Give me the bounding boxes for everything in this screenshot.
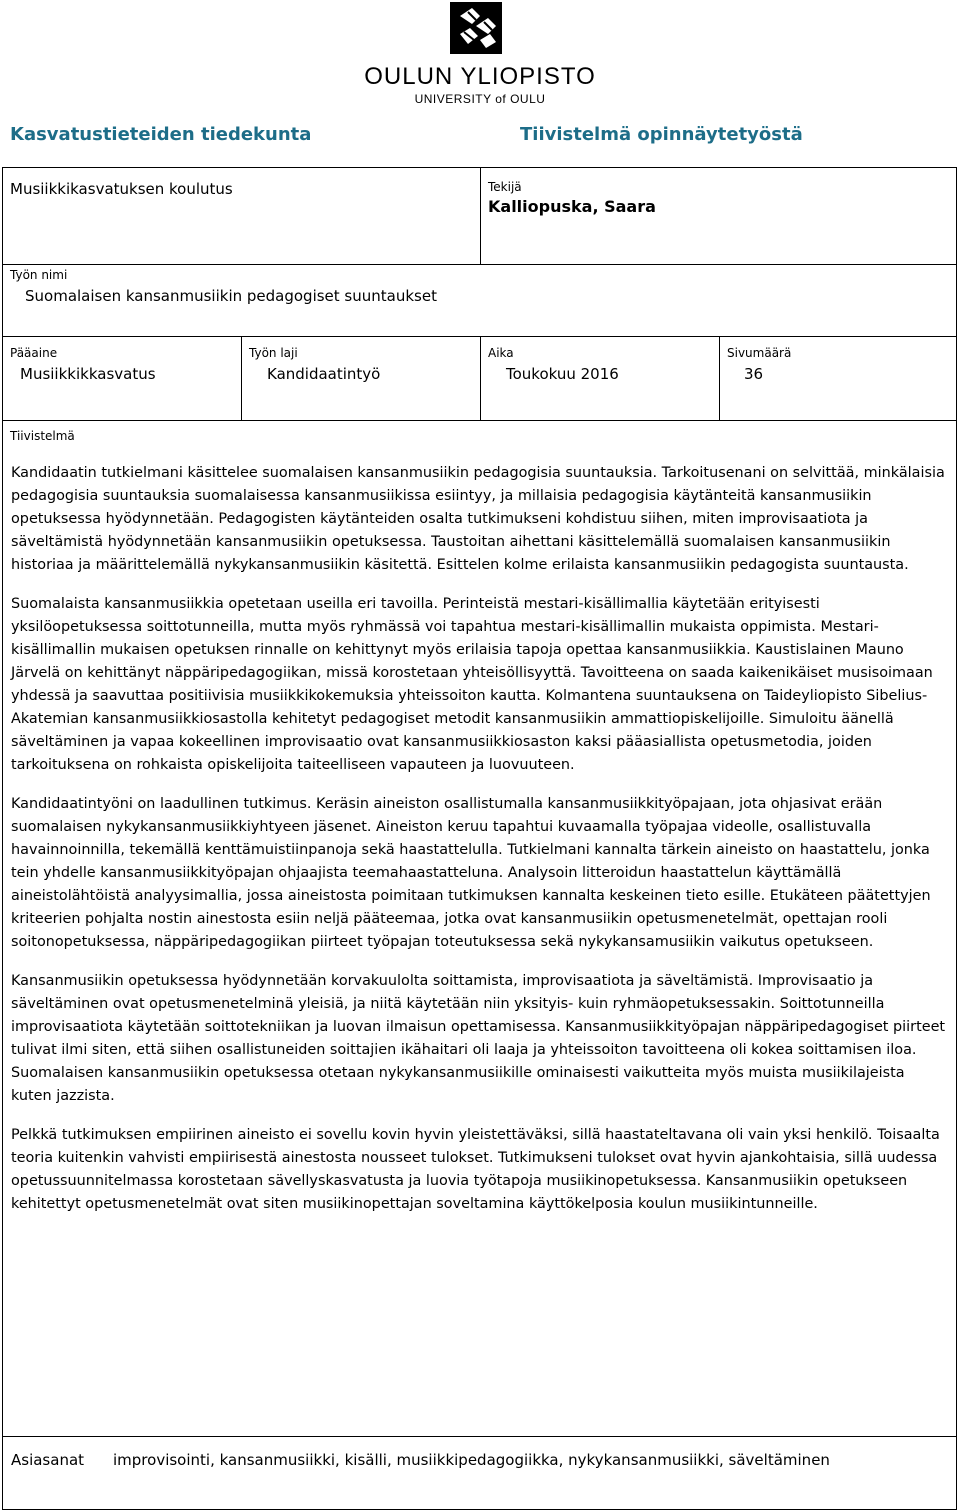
column-divider	[241, 336, 242, 420]
abstract-form	[2, 167, 957, 1510]
abstract-paragraph: Kandidaatintyöni on laadullinen tutkimus. Keräsin aineiston osallistumalla kansanmusiikkityöpajaan, jota ohjasivat erään suomalaisen nykykansanmusiikkiyhtyeen jäsenet. Aineiston keruu tapahtui kuvaamalla työpajaa videolle, osallistuvalla havainnoinnilla, tekemällä kenttämuistiinpanoja sekä haastattelulla. Tutkielmani kannalta tärkein aineisto on haastattelu, jonka tein yhdelle kansanmusiikkityöpajan ohjaajista teemahaastatteluna. Analysoin litteroidun haastattelun käyttämällä aineistolähtöistä analyysimallia, jossa aineistosta poimitaan tutkimuksen kannalta keskeinen tieto esille. Etukäteen päätettyjen kriteerien pohjalta nostin ainestosta esiin neljä pääteemaa, jotka ovat kansanmusiikin opetusmenetelmät, opettajan rooli soitonopetuksessa, näppäripedagogiikan piirteet työpajan toteutuksessa sekä nykykansamusiikin vaikutus opetukseen.	[11, 796, 931, 950]
title-value: Suomalaisen kansanmusiikin pedagogiset suuntaukset	[25, 287, 437, 305]
author-value: Kalliopuska, Saara	[488, 197, 656, 216]
document-type-heading: Tiivistelmä opinnäytetyöstä	[520, 124, 803, 145]
abstract-paragraph: Kandidaatin tutkielmani käsittelee suomalaisen kansanmusiikin pedagogisia suuntauksia. Tarkoitusenani on selvittää, minkälaisia pedagogisia suuntauksia suomalaisessa kansanmusiikissa esiintyy, ja millaisia pedagogisia käytänteitä kansanmusiikin opetuksessa hyödynnetään. Pedagogisten käytänteiden osalta tutkimukseni kohdistuu siihen, miten improvisaatiota ja säveltämistä hyödynnetään kansanmusiikin opetuksessa. Taustoitan aihettani käsittelemällä suomalaisen kansanmusiikin historiaa ja määrittelemällä nykykansanmusiikin käsitettä. Esittelen kolme erilaista kansanmusiikin pedagogista suuntausta.	[11, 465, 945, 573]
abstract-label: Tiivistelmä	[10, 429, 75, 443]
abstract-paragraph: Kansanmusiikin opetuksessa hyödynnetään korvakuulolta soittamista, improvisaatiota ja säveltämistä. Improvisaatio ja säveltäminen ovat opetusmenetelminä yleisiä, ja niitä käytetään niin yksityis- kuin ryhmäopetuksessakin. Soittotunneilla improvisaatiota käytetään soittotekniikan ja luovan ilmaisun opettamisessa. Kansanmusiikkityöpajan näppäripedagogiset piirteet tulivat ilmi siten, että siihen osallistuneiden soittajien ikähaitari oli laaja ja yhteissoiton tavoitteena oli kokea soittamisen iloa. Suomalaisen kansanmusiikin opetuksessa otetaan nykykansanmusiikille ominaisesti vaikutteita myös muista musiikilajeista kuten jazzista.	[11, 973, 946, 1104]
title-label: Työn nimi	[10, 268, 68, 282]
row-divider	[3, 420, 956, 421]
row-divider	[3, 1436, 956, 1437]
row-divider	[3, 264, 956, 265]
column-divider	[480, 336, 481, 420]
major-value: Musiikkikkasvatus	[20, 365, 156, 383]
university-subname: UNIVERSITY of OULU	[414, 92, 546, 106]
faculty-heading: Kasvatustieteiden tiedekunta	[10, 124, 312, 145]
abstract-body	[11, 462, 946, 1232]
abstract-paragraph: Suomalaista kansanmusiikkia opetetaan useilla eri tavoilla. Perinteistä mestari-kisällimallia käytetään erityisesti yksilöopetuksessa soittotunneilla, mutta myös ryhmässä voi tapahtua mestari-kisällimallin mukaista oppimista. Mestari-kisällimallin mukaisen opetuksen rinnalle on kehittynyt myös erilaisia tapoja opettaa kansanmusiikkia. Kaustislainen Mauno Järvelä on kehittänyt näppäripedagogiikan, missä korostetaan yhteisöllisyyttä. Tavoitteena on saada kaikenikäiset musisoimaan yhdessä ja saavuttaa positiivisia musiikkikokemuksia yhteissoiton kautta. Kolmantena suuntauksena on Taideyliopisto Sibelius-Akatemian kansanmusiikkiosastolla kehitetyt pedagogiset metodit kansanmusiikin ammattiopiskelijoille. Simuloitu äänellä säveltäminen ja vapaa kokeellinen improvisaatio ovat kansanmusiikkiosaston kaksi pääasiallista opetusmetodia, joiden tarkoituksena on rohkaista opiskelijoita taiteelliseen vapauteen ja luovuuteen.	[11, 596, 933, 773]
abstract-paragraph: Pelkkä tutkimuksen empiirinen aineisto ei sovellu kovin hyvin yleistettäväksi, sillä haastateltavana oli vain yksi henkilö. Toisaalta teoria kuitenkin vahvisti empiirisestä ainestosta nousseet tulokset. Tutkimukseni tulokset ovat hyvin ajankohtaisia, sillä uudessa opetussuunnitelmassa korostetaan sävellyskasvatusta ja luovia työtapoja musiikinopetuksessa. Kansanmusiikin opetukseen kehitettyt opetusmenetelmät ovat siten musiikinopettajan soveltamina käyttökelposia koulun musiikintunneille.	[11, 1127, 940, 1212]
university-emblem-icon	[450, 2, 510, 60]
university-logo	[360, 0, 600, 110]
keywords-label: Asiasanat	[11, 1451, 85, 1469]
type-value: Kandidaatintyö	[267, 365, 381, 383]
keywords-value: improvisointi, kansanmusiikki, kisälli, musiikkipedagogiikka, nykykansanmusiikki, säveltäminen	[113, 1451, 830, 1469]
date-value: Toukokuu 2016	[506, 365, 619, 383]
type-label: Työn laji	[249, 346, 298, 360]
author-label: Tekijä	[488, 180, 522, 194]
program-value: Musiikkikasvatuksen koulutus	[10, 180, 233, 198]
column-divider	[480, 168, 481, 264]
pages-label: Sivumäärä	[727, 346, 792, 360]
date-label: Aika	[488, 346, 514, 360]
pages-value: 36	[744, 365, 764, 383]
column-divider	[719, 336, 720, 420]
university-name: OULUN YLIOPISTO	[364, 63, 596, 90]
major-label: Pääaine	[10, 346, 58, 360]
